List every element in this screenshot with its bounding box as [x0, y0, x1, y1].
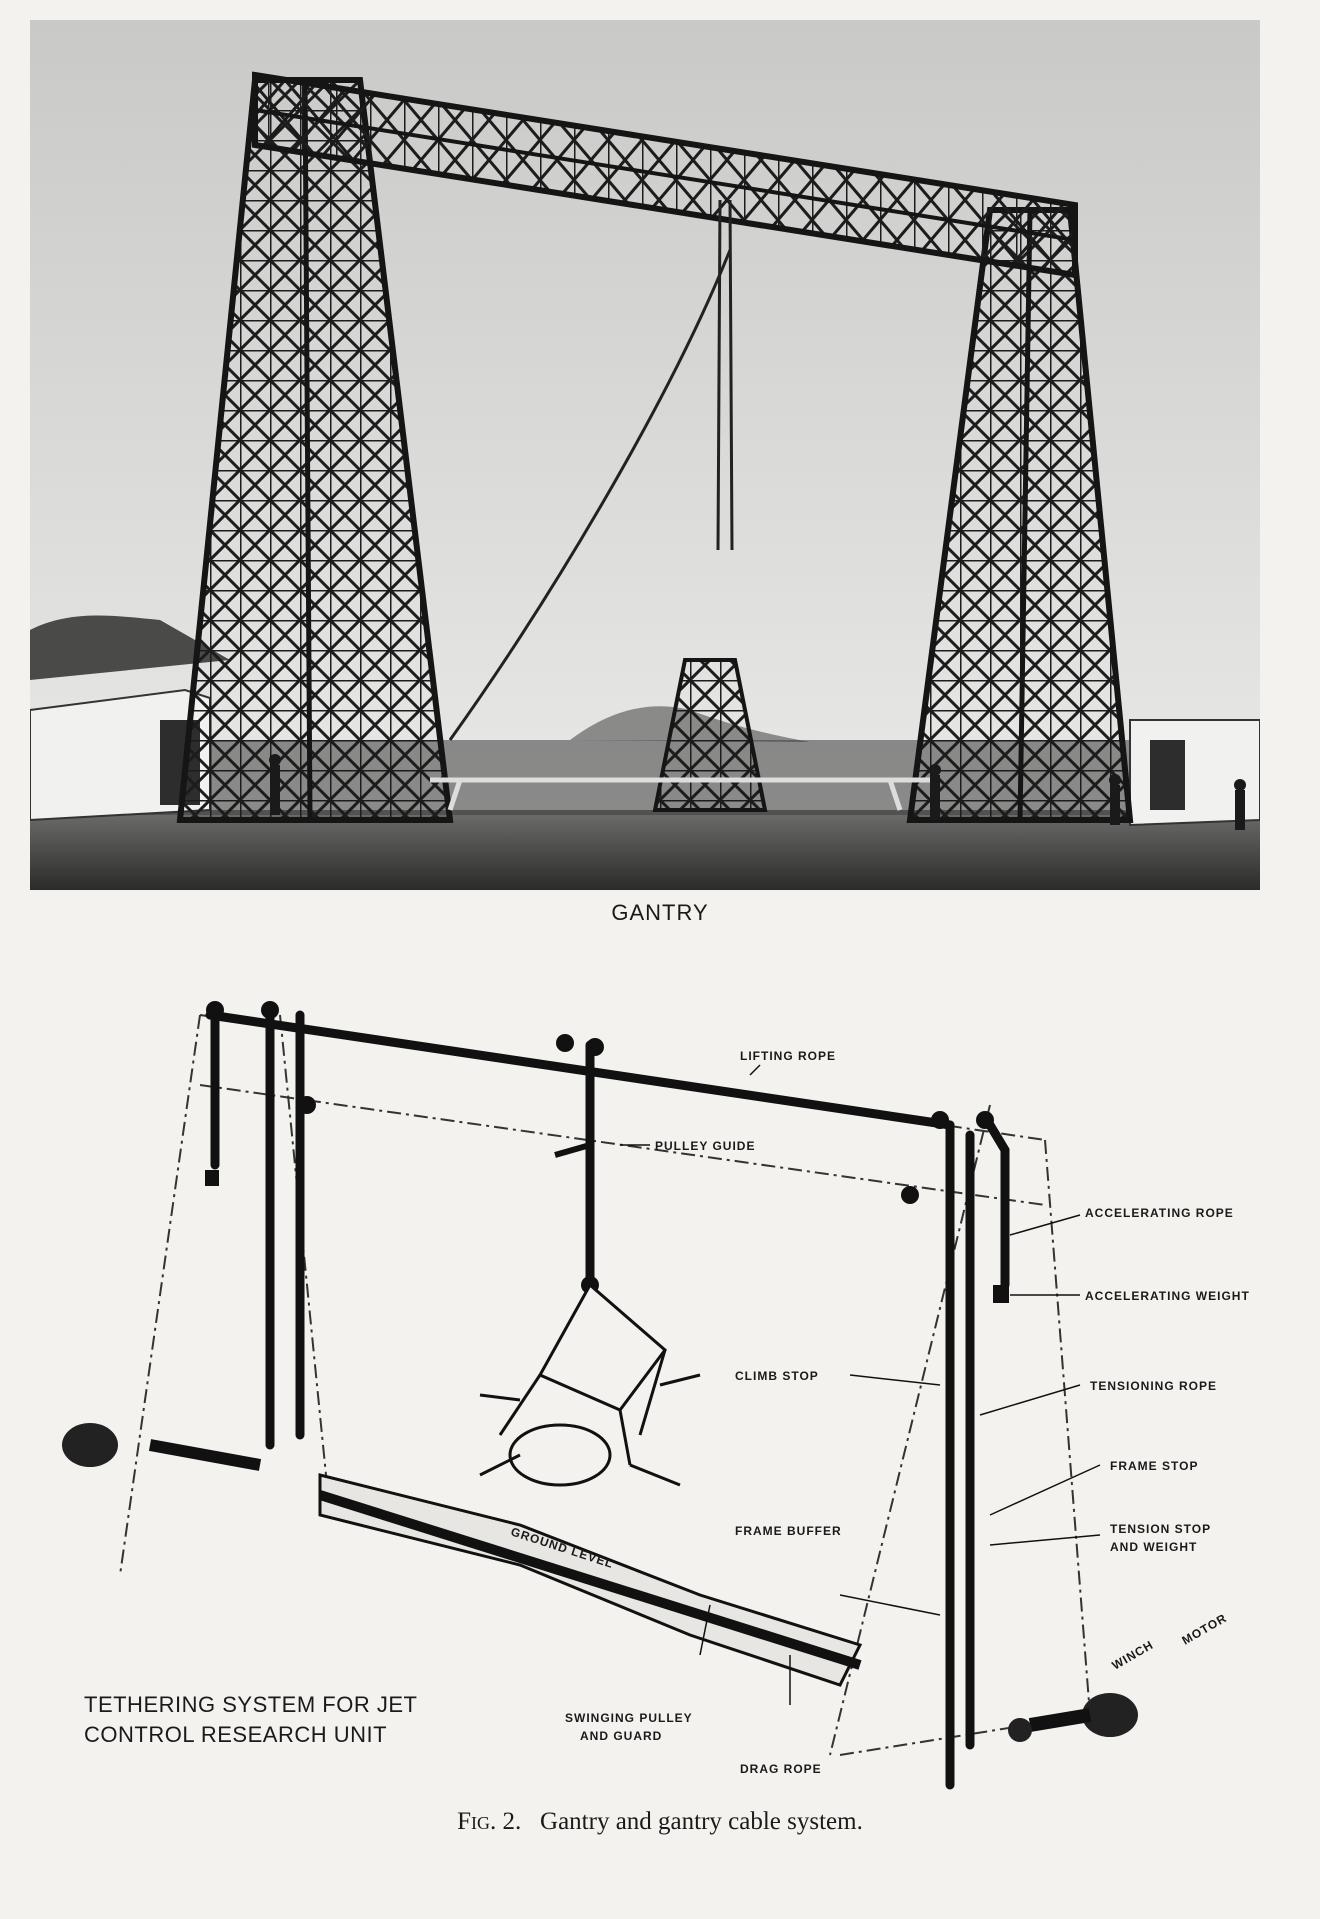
- accelerating-weight-block: [993, 1285, 1009, 1303]
- diagram-title-line2: CONTROL RESEARCH UNIT: [84, 1722, 388, 1747]
- research-unit: [480, 1285, 700, 1485]
- figure-caption: [0, 1808, 1320, 1836]
- figure-caption-text: Gantry and gantry cable system.: [540, 1808, 863, 1835]
- winch-and-motor: [1008, 1693, 1138, 1742]
- label-ground-level: GROUND LEVEL: [509, 1524, 616, 1572]
- label-tension-stop-2: AND WEIGHT: [1110, 1540, 1198, 1554]
- label-drag-rope: DRAG ROPE: [740, 1762, 822, 1776]
- label-winch: WINCH: [1109, 1637, 1157, 1673]
- drag-rope-line: [320, 1495, 860, 1665]
- label-accelerating-weight: ACCELERATING WEIGHT: [1085, 1289, 1250, 1303]
- label-motor: MOTOR: [1179, 1610, 1230, 1648]
- photo-caption: GANTRY: [611, 900, 709, 925]
- figure-number: Fig. 2.: [457, 1808, 522, 1835]
- label-under: UNDER: [187, 1457, 237, 1481]
- label-swinging-pulley-1: SWINGING PULLEY: [565, 1711, 693, 1725]
- label-tension-stop-1: TENSION STOP: [1110, 1522, 1212, 1536]
- label-pulley-guide: PULLEY GUIDE: [655, 1139, 756, 1153]
- diagram-title: [84, 1690, 417, 1750]
- label-tensioning-rope: TENSIONING ROPE: [1090, 1379, 1218, 1393]
- label-frame-buffer: FRAME BUFFER: [735, 1524, 842, 1538]
- label-frame-stop: FRAME STOP: [1110, 1459, 1199, 1473]
- label-lifting-rope: LIFTING ROPE: [740, 1049, 836, 1063]
- label-climb-stop: CLIMB STOP: [735, 1369, 819, 1383]
- left-weight: [205, 1170, 219, 1186]
- gantry-cable-diagram: [0, 955, 1320, 1805]
- left-motor: [62, 1423, 260, 1467]
- gantry-photograph: [30, 20, 1260, 890]
- label-swinging-pulley-2: AND GUARD: [580, 1729, 663, 1743]
- pulleys: [206, 1001, 994, 1294]
- diagram-title-line1: TETHERING SYSTEM FOR JET: [84, 1692, 418, 1717]
- pulley-guide-bar: [555, 1145, 590, 1155]
- label-accelerating-rope: ACCELERATING ROPE: [1085, 1206, 1234, 1220]
